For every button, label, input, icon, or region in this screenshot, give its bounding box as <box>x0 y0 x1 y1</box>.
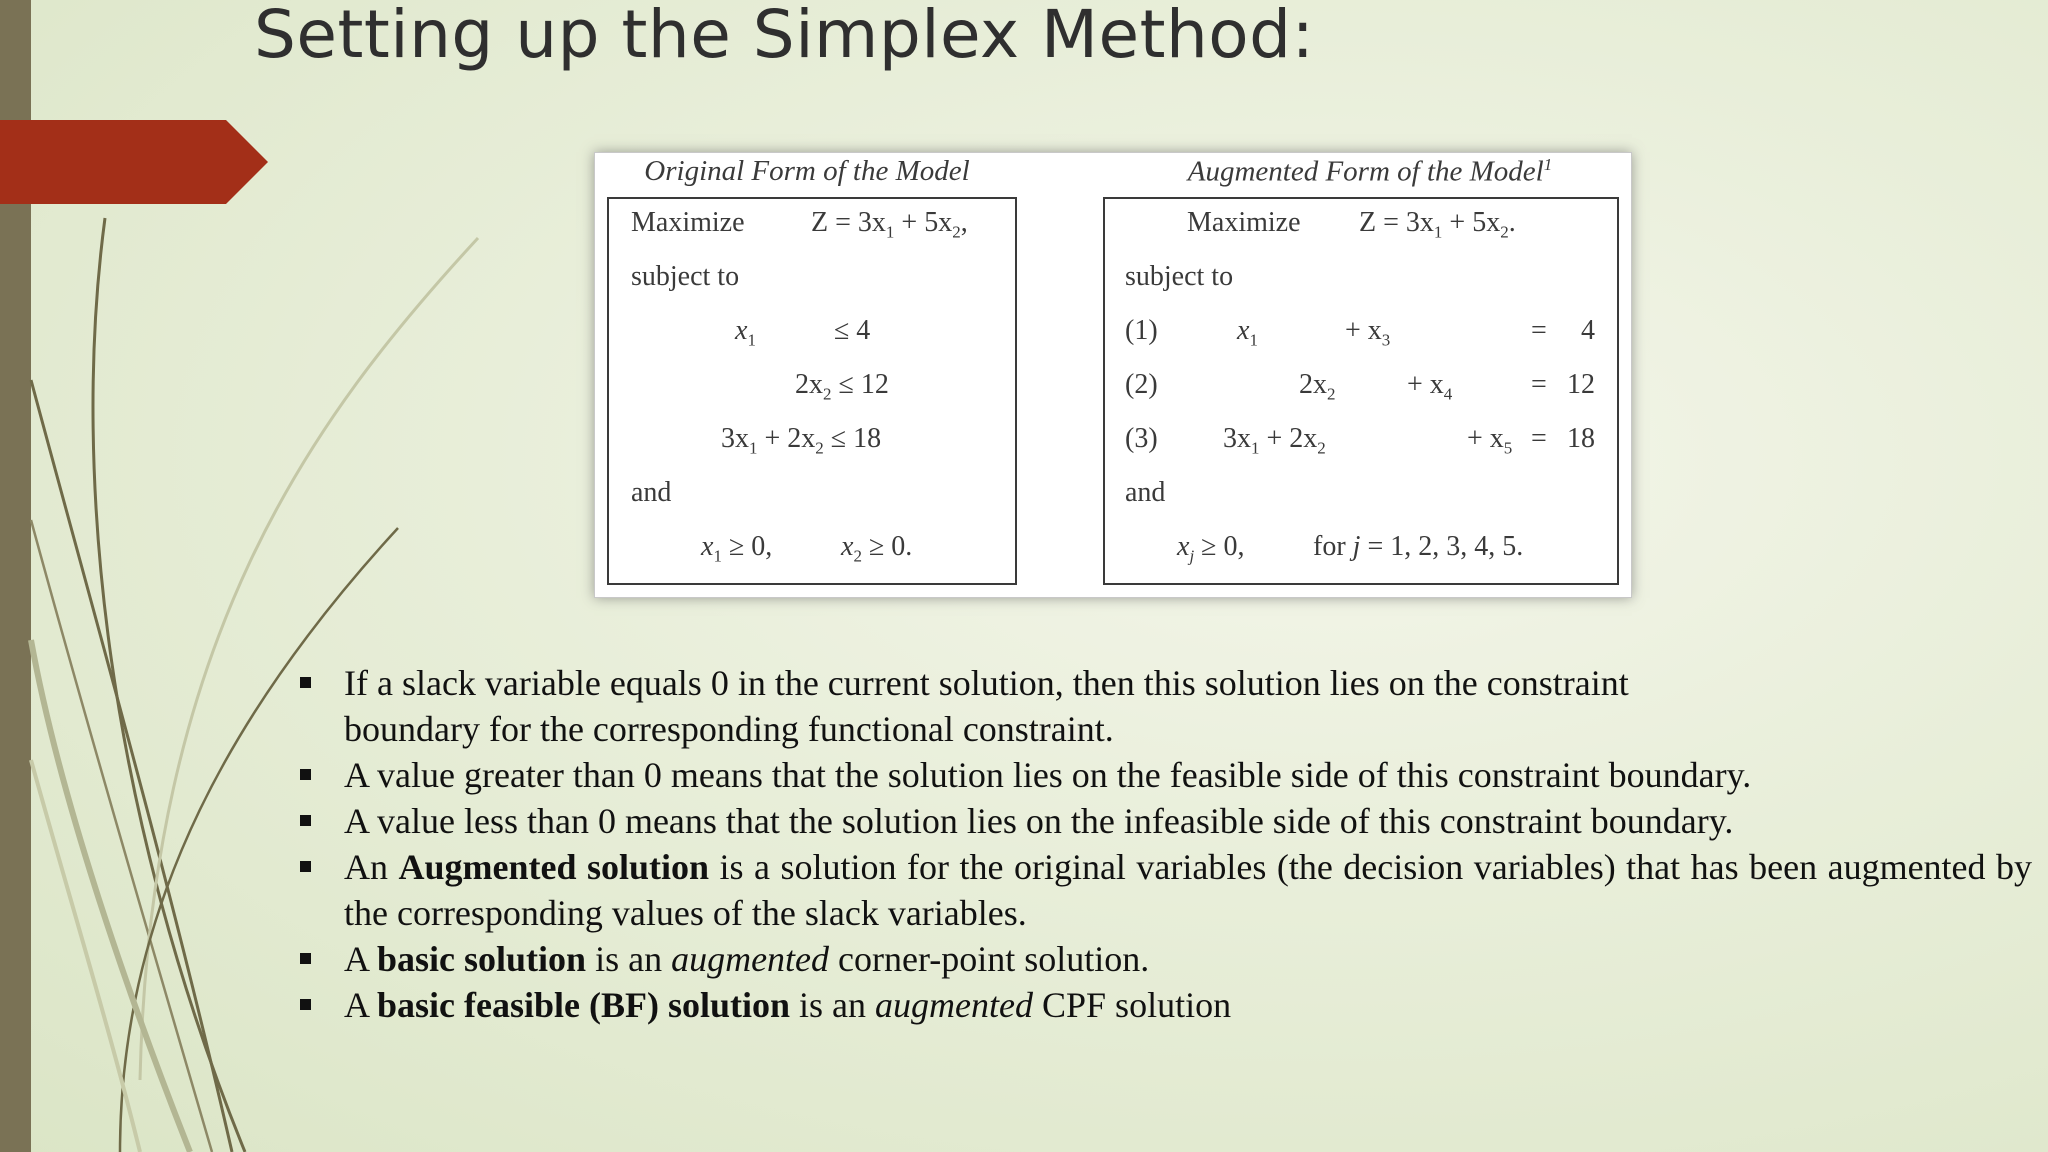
original-form-box <box>607 197 1017 585</box>
bullet-list <box>296 660 2032 1028</box>
nonnegativity-x1: $x_1 \ge 0$, <box>701 531 773 566</box>
and-label: and <box>1125 477 1166 508</box>
title-arrow-shape <box>0 120 268 204</box>
maximize-label: Maximize <box>631 207 745 238</box>
constraint-2: $2x_2 \le 12$ <box>795 369 889 404</box>
constraint-3: $3x_1 + 2x_2 \le 18$ <box>721 423 882 458</box>
bullet-value-greater: A value greater than 0 means that the solution lies on the feasible side of this constraint boundary. <box>296 752 2032 798</box>
original-form-heading: Original Form of the Model <box>644 155 970 187</box>
row2-equals: = <box>1531 369 1547 400</box>
row-label-3: (3) <box>1125 423 1158 454</box>
bullet-marker <box>300 815 311 826</box>
row2-term-a: $2x_2$ <box>1299 369 1336 404</box>
row1-equals: = <box>1531 315 1547 346</box>
maximize-label: Maximize <box>1187 207 1301 238</box>
row3-equals: = <box>1531 423 1547 454</box>
row2-term-b: + $x_4$ <box>1407 369 1453 404</box>
bullet-marker <box>300 677 311 688</box>
row3-rhs: 18 <box>1567 423 1595 454</box>
nonnegativity-x2: $x_2 \ge 0$. <box>841 531 913 566</box>
row1-term-b: + $x_3$ <box>1345 315 1391 350</box>
objective-function: $Z = 3x_1 + 5x_2$, <box>811 207 968 242</box>
subject-to-label: subject to <box>631 261 740 292</box>
row1-term-a: $x_1$ <box>1237 315 1258 350</box>
index-range: for j = 1, 2, 3, 4, 5. <box>1313 531 1524 562</box>
row-label-1: (1) <box>1125 315 1158 346</box>
slide-title: Setting up the Simplex Method: <box>254 0 1315 73</box>
bullet-slack-zero: If a slack variable equals 0 in the current solution, then this solution lies on the constraint boundary for the corresponding functional constraint. <box>296 660 2032 752</box>
row1-rhs: 4 <box>1581 315 1595 346</box>
row-label-2: (2) <box>1125 369 1158 400</box>
nonnegativity-xj: $x_j \ge 0$, <box>1177 531 1245 566</box>
model-comparison-figure <box>594 152 1632 598</box>
bullet-value-less: A value less than 0 means that the solution lies on the infeasible side of this constraint boundary. <box>296 798 2032 844</box>
bullet-basic-solution: A basic solution is an augmented corner-point solution. <box>296 936 2032 982</box>
augmented-form-heading: Augmented Form of the Model$^1$ <box>1187 155 1553 188</box>
bullet-marker <box>300 861 311 872</box>
bullet-marker <box>300 769 311 780</box>
subject-to-label: subject to <box>1125 261 1234 292</box>
augmented-form-box <box>1103 197 1619 585</box>
bullet-bf-solution: A basic feasible (BF) solution is an augmented CPF solution <box>296 982 2032 1028</box>
objective-function: $Z = 3x_1 + 5x_2$. <box>1359 207 1516 242</box>
row2-rhs: 12 <box>1567 369 1595 400</box>
and-label: and <box>631 477 672 508</box>
row3-term-b: + $x_5$ <box>1467 423 1513 458</box>
bullet-augmented-solution: An Augmented solution is a solution for the original variables (the decision variables) that has been augmented by the corresponding values of the slack variables. <box>296 844 2032 936</box>
constraint-1: $x_1 \le 4$ <box>735 315 871 350</box>
row3-term-a: $3x_1 + 2x_2$ <box>1223 423 1326 458</box>
bullet-marker <box>300 953 311 964</box>
bullet-marker <box>300 999 311 1010</box>
